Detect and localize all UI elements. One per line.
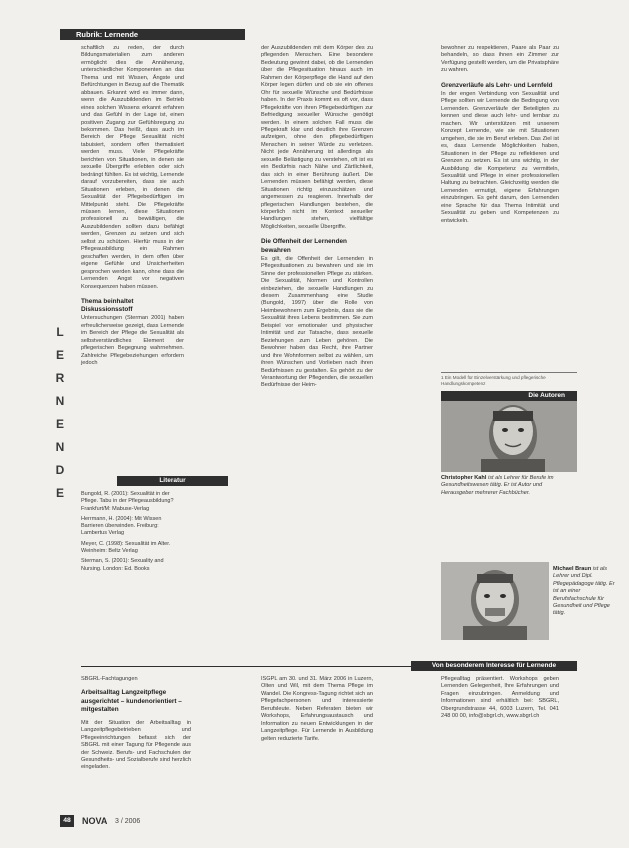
author-photo-1	[441, 401, 577, 472]
literature-item: Sterman, S. (2001): Sexuality and Nursing. London: Ed. Books	[81, 558, 164, 572]
author-description: ist als Lehrer und Dipl. Pflegepädagoge tätig. Er ist an einer Berufsfachschule für Gesundheit und Pflege tätig.	[553, 566, 615, 617]
vertical-letter: R	[55, 371, 65, 385]
notice-column-1	[81, 676, 191, 772]
literature-item: Herrmann, H. (2004): Mit Wissen Barrieren überwinden. Freiburg: Lambertus Verlag	[81, 515, 162, 537]
subheading-offenheit: Die Offenheit der Lernenden bewahren	[261, 238, 347, 254]
vertical-letter: E	[55, 486, 64, 500]
page-footer	[60, 815, 260, 827]
author-portrait-icon	[441, 562, 549, 640]
notice-text: Pflegealltag präsentiert. Workshops geben Lernenden Gelegenheit, Ihre Erfahrungen und Fragen einzubringen. Anmeldung und Informationen sind erhältlich bei: SBGRL, Obergrundstrasse 44, 6003 Luzern, Tel. 041 248 00 00, info@sbgrl.ch, www.sbgrl.ch	[441, 676, 559, 720]
vertical-letter: D	[55, 463, 65, 477]
notice-column-3	[441, 676, 559, 721]
vertical-letter: L	[56, 325, 64, 339]
literature-list	[81, 491, 184, 576]
article-column-3	[441, 45, 559, 225]
body-paragraph: In der engen Verbindung von Sexualität und Pflege sollten wir Lernende die Bedingung von Lernenden. Grenzverläufe der Beteiligten zu kennen und diese auch lehr- und lernbar zu machen. Wir unterstützen mit unserem Konzept Lernende, wie sie mit Situationen umgehen, die sie im Beruf erleben. Das Ziel ist es, dass Lernende Möglichkeiten haben, Situationen in der Pflege zu reflektieren und Grenzen zu setzen. Es ist uns wichtig, in der Ausbildung die Kompetenz zu vermitteln, Sexualität und Pflege in einer professionellen Haltung zu betrachten. Gleichzeitig werden die Lernenden ermutigt, eigene Erfahrungen einzubringen. Es geht darum, den Lernenden eine Sprache für das Thema Intimität und Sexualität zu geben und Kompetenzen zu entwickeln.	[441, 91, 559, 224]
author-name: Michael Braun	[553, 566, 592, 572]
vertical-letter: E	[55, 348, 64, 362]
literature-item: Meyer, C. (1998): Sexualität im Alter. Weinheim: Beltz Verlag	[81, 540, 171, 555]
notice-text: ISGPL am 30. und 31. März 2006 in Luzern, Olten und Wil, mit dem Thema Pflege im Wandel. Die Kongress-Tagung richtet sich an Pflegefachpersonen und interessierte Berufsleute. Neben Referaten bieten wir Workshops, Erfahrungsaustausch und Information zu neuen Entwicklungen in der Langzeitpflege. Für Lernende in Ausbildung gelten reduzierte Tarife.	[261, 676, 373, 742]
notice-tag: SBGRL-Fachtagungen	[81, 676, 138, 682]
vertical-letter: N	[55, 394, 65, 408]
authors-label: Die Autoren	[441, 391, 577, 401]
notice-column-2	[261, 676, 373, 743]
section-label: Rubrik: Lernende	[60, 29, 245, 40]
subheading-thema: Thema beinhaltet Diskussionsstoff	[81, 297, 134, 314]
author-description: ist als Lehrer für Berufe im Gesundheitswesen tätig. Er ist Autor und Herausgeber mehrerer Fachbücher.	[441, 475, 554, 496]
author-caption-1	[441, 475, 573, 497]
interest-label: Von besonderem Interesse für Lernende	[411, 661, 577, 671]
notice-text: Mit der Situation der Arbeitsalltag in Langzeitpflegebetrieben und Pflegeeinrichtungen befasst sich der SBGRL mit einer Tagung für Pflegende aus der Schweiz. Berufs- und Fachschulen der Gesundheits- und Sozialberufe sind herzlich eingeladen.	[81, 719, 191, 771]
article-column-2	[261, 45, 373, 390]
author-photo-2	[441, 562, 549, 640]
literature-item: Bungold, R. (2001): Sexualität in der Pflege. Tabu in der Pflegeausbildung? Frankfurt/M: Mabuse-Verlag	[81, 491, 174, 512]
vertical-section-word	[54, 325, 66, 509]
body-paragraph: der Auszubildenden mit dem Körper des zu pflegenden Menschen. Eine besondere Bedeutung gewinnt dabei, ob die Lernenden über die Pflegesituation hinaus auch im Rahmen der Körperpflege die Hand auf den Körper legen dürfen und ob sie ein offenes Ohr für sexuelle Wünsche und Bedürfnisse haben. In der Praxis kommt es oft vor, dass Pflegekräfte von ihren Pflegebedürftigen zur Befriedigung sexueller Wünsche genötigt werden. In einem solchen Fall muss die Pflegekraft klar und deutlich ihre Grenzen aufzeigen, ohne den pflegebedürftigen Menschen in seiner Würde zu verletzen. Nicht jede Annäherung ist allerdings als sexuelle Belästigung zu verstehen, oft ist es ein Bedürfnis nach Nähe und Zärtlichkeit, das sich in einer Berührung äußert. Die Lernenden müssen befähigt werden, diese Situationen richtig einzuschätzen und angemessen zu reagieren. Innerhalb der pflegerischen Handlungen bestehen, die körperlich nicht im Kontext sexueller Handlungen stehen, vielfältige Möglichkeiten, sexuelle Übergriffe.	[261, 45, 373, 230]
subheading-grenzverlaeufe: Grenzverläufe als Lehr- und Lernfeld	[441, 81, 553, 89]
body-paragraph: schaftlich zu reden, der durch Bildungsmaterialien zum anderen ermöglicht dies die Annäherung, unterschiedlicher Komponenten an das Thema und mit Wissen, Ängste und Befürchtungen in Bezug auf die Thematik abbauen. Erkannt wird es immer dann, wenn die Auszubildenden im Betrieb eines solchen Wissens erkannt erfahren und das Gefühl in der Lage ist, einen positiven Zugang zur Gefühlsregung zu bekommen. Das heißt, dass auch im Bereich der Pflege Sexualität nicht tabuisiert, sondern offen thematisiert werden muss. Viele Pflegekräfte berichten von Situationen, in denen sie sexuelle Übergriffe erlebten oder sich bedrängt fühlten. Es ist wichtig, Lernende darauf vorzubereiten, dass sie auch Situationen erleben, in denen die Sexualität der Pflegebedürftigen im Mittelpunkt steht. Die Pflegekräfte müssen lernen, diese Situationen professionell zu bewältigen, die Auszubildenden sollten dazu befähigt werden, Grenzen zu setzen und sich selbst zu schützen. Hierfür muss in der Pflegeausbildung ein Rahmen geschaffen werden, in dem offen über eigene Gefühle und Unsicherheiten gesprochen werden kann, ohne dass die Lernenden Angst vor negativen Konsequenzen haben müssen.	[81, 45, 184, 290]
literature-label: Literatur	[117, 476, 228, 486]
article-column-1	[81, 45, 184, 368]
page-number: 48	[60, 815, 74, 827]
issue-number: 3 / 2006	[115, 818, 141, 825]
footnote: 1 Ein Modell für Einzelverstärkung und pflegerische Handlungskompetenz	[441, 372, 577, 387]
author-caption-2	[553, 566, 615, 618]
author-portrait-icon	[441, 401, 577, 472]
body-paragraph: Untersuchungen (Sterman 2001) haben erfreulicherweise gezeigt, dass Lernende im Bereich der Pflege die Sexualität als selbstverständliches Element der pflegerischen Begegnung wahrnehmen. Zahlreiche Pflegebeziehungen erfordern jedoch	[81, 315, 184, 367]
vertical-letter: E	[55, 417, 64, 431]
notice-title: Arbeitsalltag Langzeitpflege ausgerichtet – kundenorientiert – mitgestalten	[81, 689, 182, 713]
vertical-letter: N	[55, 440, 65, 454]
magazine-name: NOVA	[82, 816, 108, 826]
body-paragraph: Es gilt, die Offenheit der Lernenden in Pflegesituationen zu bewahren und sie im Sinne der professionellen Pflege zu stärken. Die Sexualität, Normen und Kontrollen einbeziehen, die sexuelle Handlungen zu diesem Zusammenhang eine Studie (Bungold, 1997) über die Rolle von Heimbewohnern zum Ergebnis, dass sie die Sexualität ihres Lebens bestimmen. Sie zum Beispiel vor emotionaler und physischer Intimität und zur Tatsache, dass sexuelle Beziehungen zum Leben gehören. Die Bewohner haben das Recht, ihre Partner und ihre Wohnformen selbst zu wählen, um ihren Wünschen und Vorlieben nach ihren Bedürfnissen zu gestalten. Es gehört zu der Verantwortung der Pflegenden, die sexuellen Bedürfnisse der Heim-	[261, 255, 373, 389]
author-name: Christopher Kahl	[441, 475, 487, 481]
body-paragraph: bewohner zu respektieren, Paare als Paar zu behandeln, so dass ihnen ein Zimmer zur Verfügung gestellt werden, um die Privatsphäre zu wahren.	[441, 45, 559, 74]
